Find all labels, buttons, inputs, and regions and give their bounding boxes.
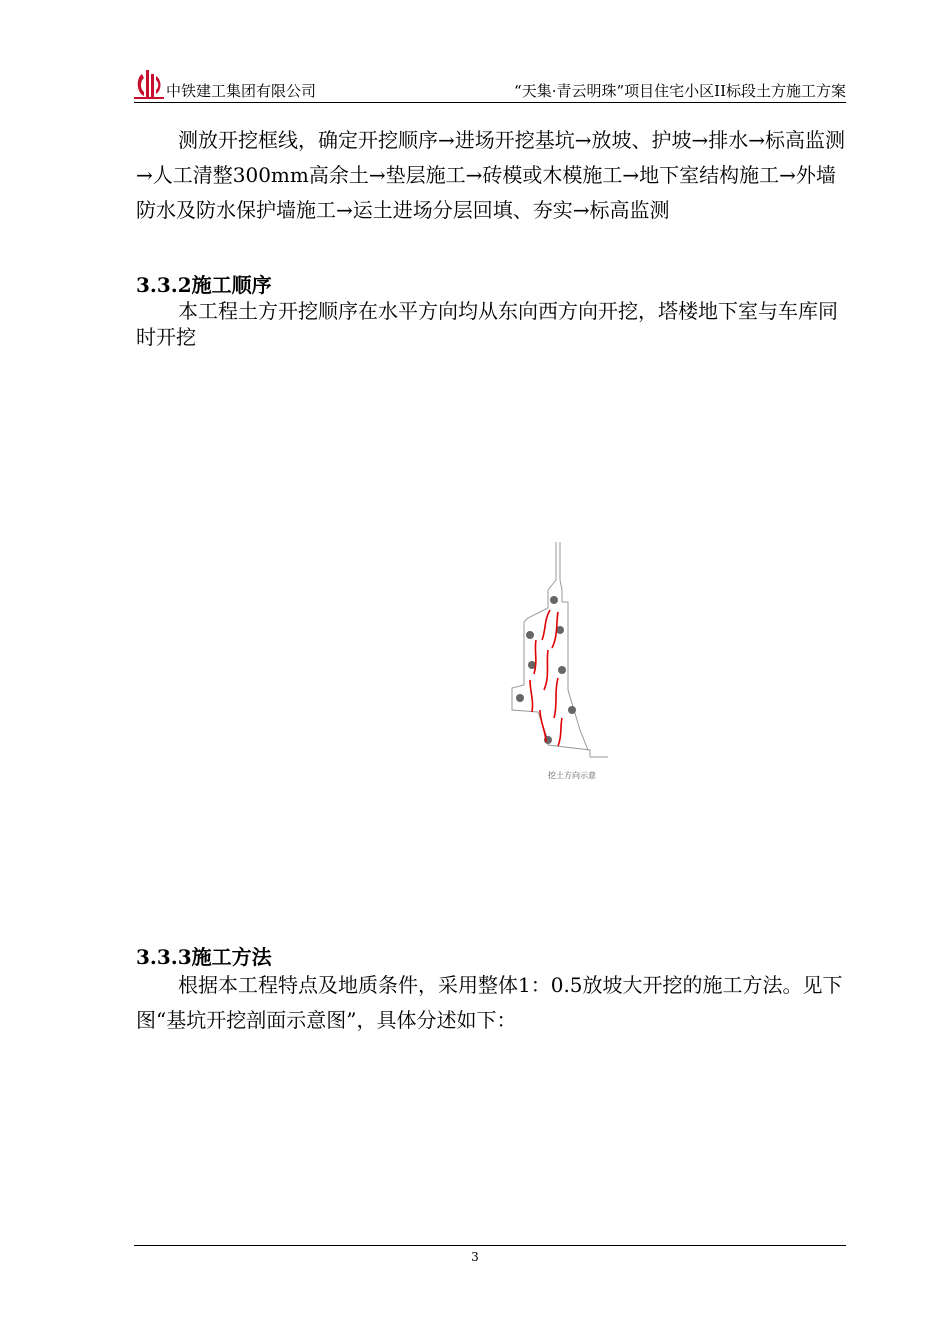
footer-divider <box>134 1245 846 1246</box>
section-heading-3-3-3: 3.3.3施工方法 <box>136 945 272 969</box>
process-flow-paragraph: 测放开挖框线，确定开挖顺序→进场开挖基坑→放坡、护坡→排水→标高监测→人工清整300mm高余土→垫层施工→砖模或木模施工→地下室结构施工→外墙防水及防水保护墙施工→运土进场分层回填、夯实→标高监测 <box>136 128 846 222</box>
excavation-direction-diagram <box>500 540 610 785</box>
diagram-caption: 挖土方向示意 <box>548 771 596 780</box>
project-title: “天集·青云明珠”项目住宅小区II标段土方施工方案 <box>514 82 846 100</box>
company-logo-icon <box>134 68 164 100</box>
page-header <box>134 66 846 104</box>
excavation-order-paragraph: 本工程土方开挖顺序在水平方向均从东向西方向开挖，塔楼地下室与车库同时开挖 <box>136 299 838 349</box>
section-heading-3-3-2: 3.3.2施工顺序 <box>136 273 272 297</box>
page-number: 3 <box>471 1250 479 1264</box>
header-divider <box>134 102 846 103</box>
construction-method-paragraph: 根据本工程特点及地质条件，采用整体1：0.5放坡大开挖的施工方法。见下图“基坑开挖剖面示意图”，具体分述如下： <box>136 973 843 1032</box>
company-name: 中铁建工集团有限公司 <box>166 82 317 100</box>
